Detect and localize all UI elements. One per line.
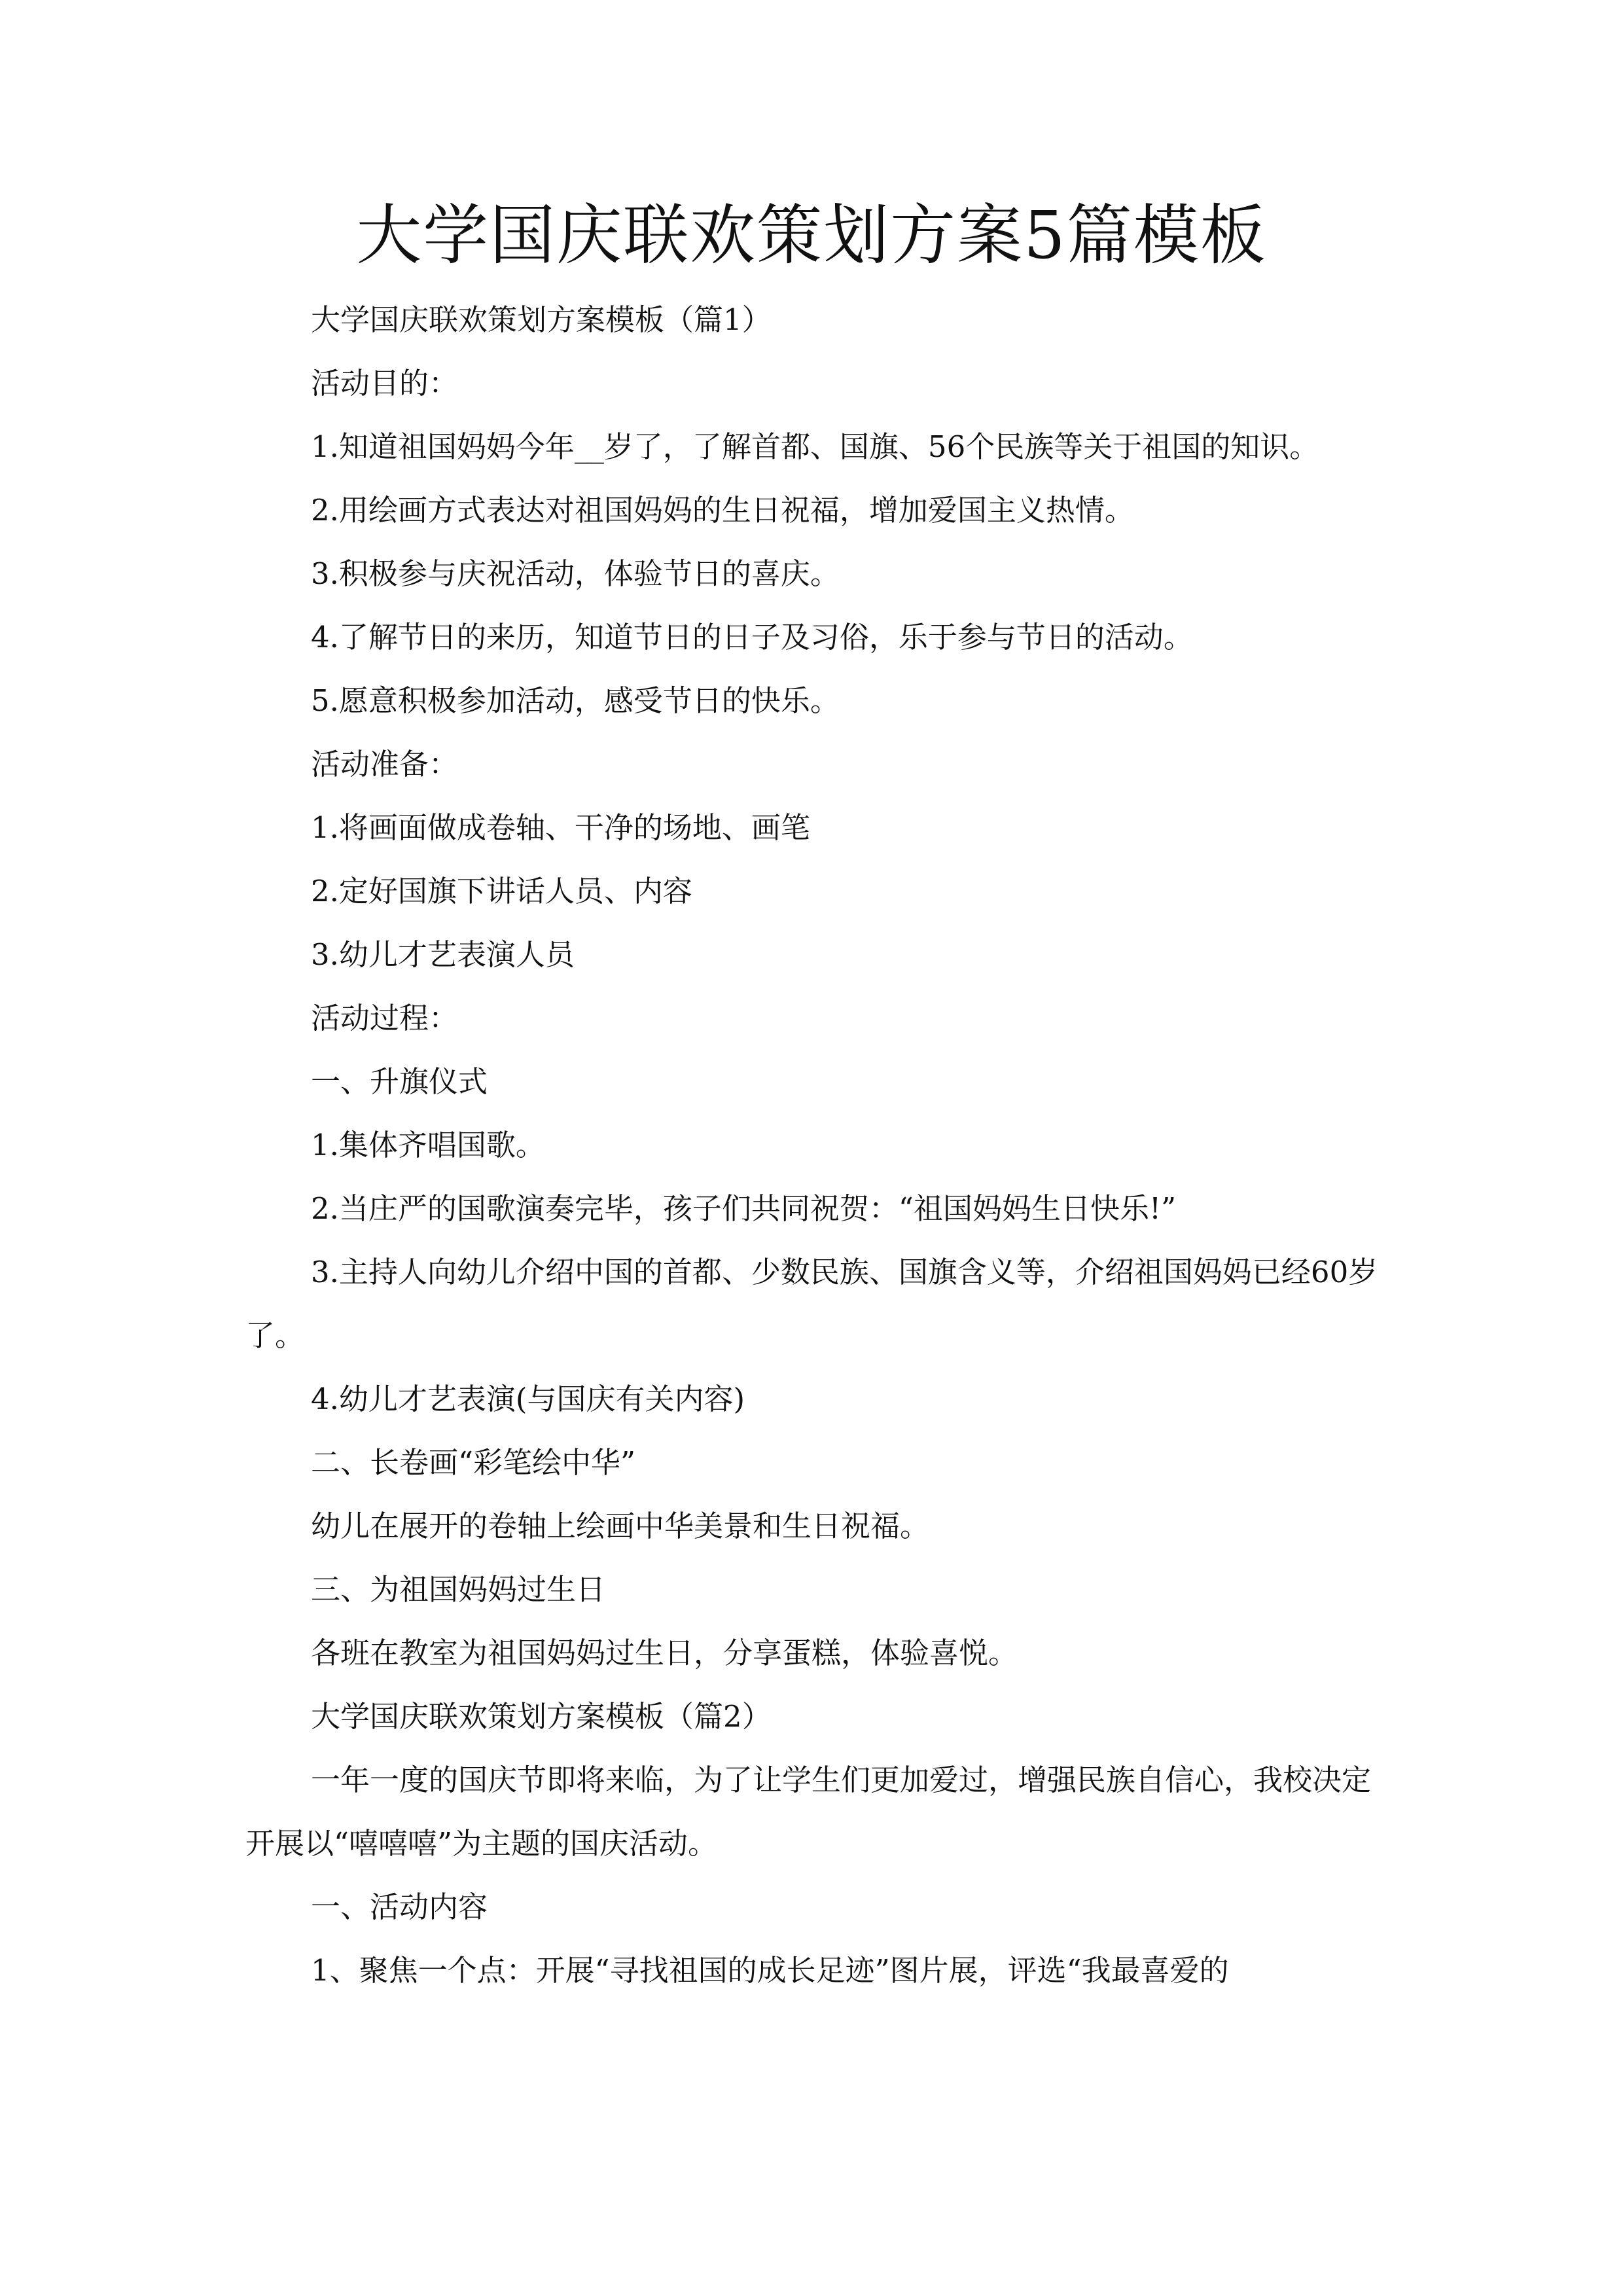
paragraph-prep-1: 1.将画面做成卷轴、干净的场地、画笔 <box>311 810 810 845</box>
paragraph-activity-goals-label: 活动目的： <box>311 366 459 401</box>
paragraph-birthday-heading: 三、为祖国妈妈过生日 <box>311 1572 606 1607</box>
paragraph-scroll-painting-heading: 二、长卷画“彩笔绘中华” <box>311 1445 636 1480</box>
paragraph-ceremony-4: 4.幼儿才艺表演(与国庆有关内容) <box>311 1382 745 1416</box>
document-body <box>245 288 1381 2002</box>
paragraph-ceremony-2: 2.当庄严的国歌演奏完毕，孩子们共同祝贺：“祖国妈妈生日快乐!” <box>311 1191 1177 1226</box>
document-title: 大学国庆联欢策划方案5篇模板 <box>356 197 1267 274</box>
paragraph-section-heading-1: 大学国庆联欢策划方案模板（篇1） <box>311 302 772 337</box>
paragraph-activity-content-heading: 一、活动内容 <box>311 1890 488 1924</box>
paragraph-scroll-painting-desc: 幼儿在展开的卷轴上绘画中华美景和生日祝福。 <box>311 1509 930 1543</box>
paragraph-prep-3: 3.幼儿才艺表演人员 <box>311 937 575 972</box>
paragraph-goal-4: 4.了解节日的来历，知道节日的日子及习俗，乐于参与节日的活动。 <box>311 620 1193 655</box>
paragraph-ceremony-1: 1.集体齐唱国歌。 <box>311 1128 545 1162</box>
paragraph-birthday-desc: 各班在教室为祖国妈妈过生日，分享蛋糕，体验喜悦。 <box>311 1636 1018 1670</box>
paragraph-intro-2: 一年一度的国庆节即将来临，为了让学生们更加爱过，增强民族自信心，我校决定开展以“嘻嘻嘻”为主题的国庆活动。 <box>245 1763 1372 1861</box>
paragraph-goal-1: 1.知道祖国妈妈今年__岁了，了解首都、国旗、56个民族等关于祖国的知识。 <box>311 429 1319 464</box>
paragraph-content-1: 1、聚焦一个点：开展“寻找祖国的成长足迹”图片展，评选“我最喜爱的 <box>311 1953 1229 1988</box>
paragraph-goal-2: 2.用绘画方式表达对祖国妈妈的生日祝福，增加爱国主义热情。 <box>311 493 1134 528</box>
paragraph-goal-5: 5.愿意积极参加活动，感受节日的快乐。 <box>311 683 840 718</box>
paragraph-goal-3: 3.积极参与庆祝活动，体验节日的喜庆。 <box>311 556 840 591</box>
paragraph-prep-2: 2.定好国旗下讲话人员、内容 <box>311 874 692 908</box>
paragraph-process-label: 活动过程： <box>311 1001 459 1035</box>
paragraph-ceremony-3: 3.主持人向幼儿介绍中国的首都、少数民族、国旗含义等，介绍祖国妈妈已经60岁了。 <box>245 1255 1378 1353</box>
paragraph-flag-ceremony-heading: 一、升旗仪式 <box>311 1064 488 1099</box>
paragraph-preparation-label: 活动准备： <box>311 747 459 781</box>
paragraph-section-heading-2: 大学国庆联欢策划方案模板（篇2） <box>311 1699 772 1734</box>
